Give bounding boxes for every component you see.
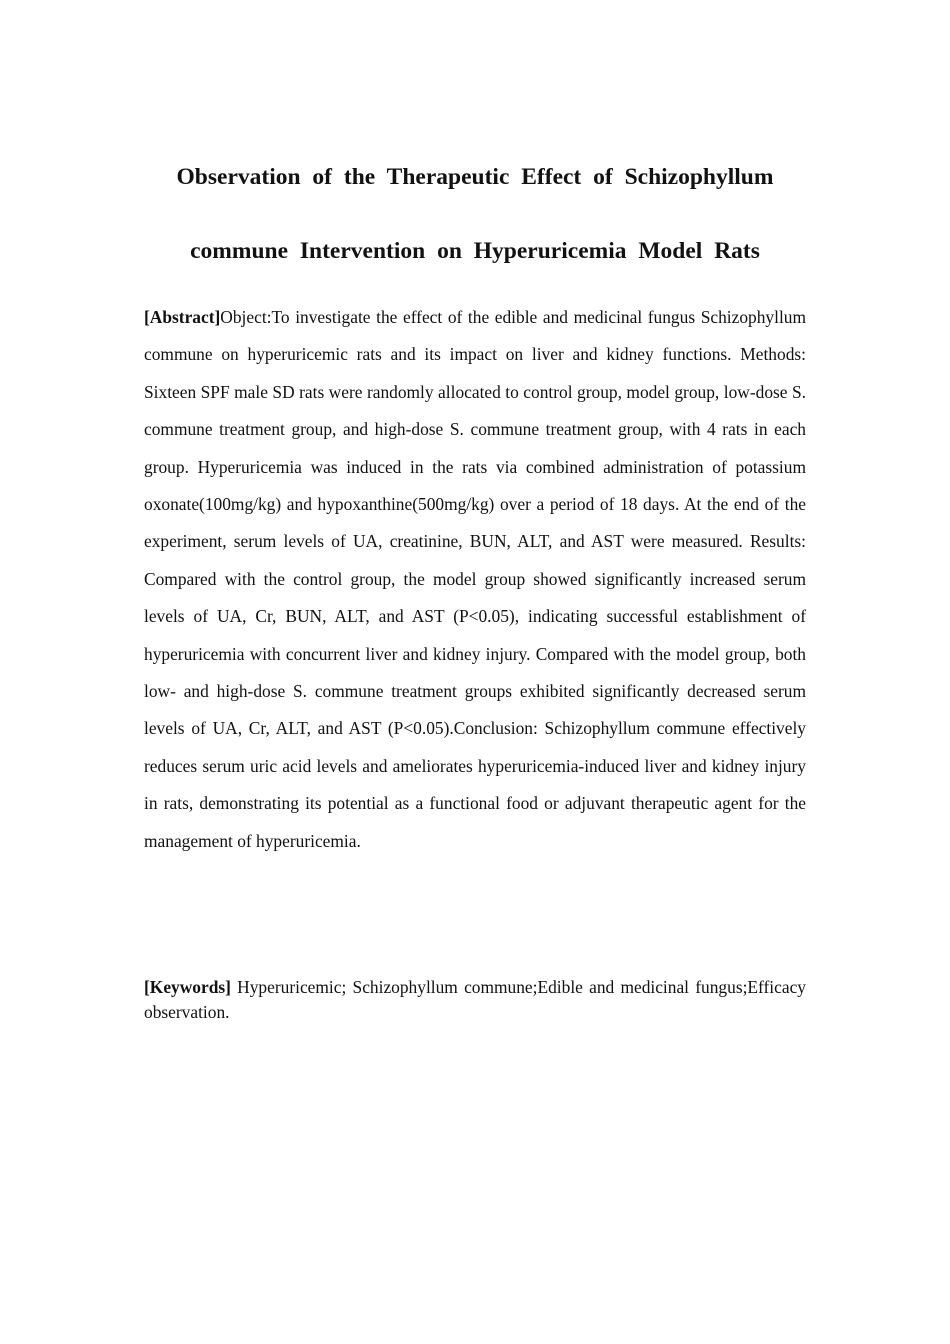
abstract-text: Object:To investigate the effect of the edible and medicinal fungus Schizophyllum commune on hyperuricemic rats and its impact on liver and kidney functions. Methods: Sixteen SPF male SD rats were randomly allocated to control group, model group, low-dose S. commune treatment group, and high-dose S. commune treatment group, with 4 rats in each group. Hyperuricemia was induced in the rats via combined administration of potassium oxonate(100mg/kg) and hypoxanthine(500mg/kg) over a period of 18 days. At the end of the experiment, serum levels of UA, creatinine, BUN, ALT, and AST were measured. Results: Compared with the control group, the model group showed significantly increased serum levels of UA, Cr, BUN, ALT, and AST (P<0.05), indicating successful establishment of hyperuricemia with concurrent liver and kidney injury. Compared with the model group, both low- and high-dose S. commune treatment groups exhibited significantly decreased serum levels of UA, Cr, ALT, and AST (P<0.05).Conclusion: Schizophyllum commune effectively reduces serum uric acid levels and ameliorates hyperuricemia-induced liver and kidney injury in rats, demonstrating its potential as a functional food or adjuvant therapeutic agent for the management of hyperuricemia. (144, 307, 806, 851)
abstract-paragraph (144, 299, 806, 860)
keywords-text: Hyperuricemic; Schizophyllum commune;Edible and medicinal fungus;Efficacy observation. (144, 977, 806, 1022)
keywords-label: [Keywords] (144, 977, 231, 997)
paper-title: Observation of the Therapeutic Effect of Schizophyllum commune Intervention on Hyperuricemia Model Rats (176, 164, 774, 264)
keywords-paragraph (144, 975, 806, 1025)
abstract-label: [Abstract] (144, 307, 221, 327)
